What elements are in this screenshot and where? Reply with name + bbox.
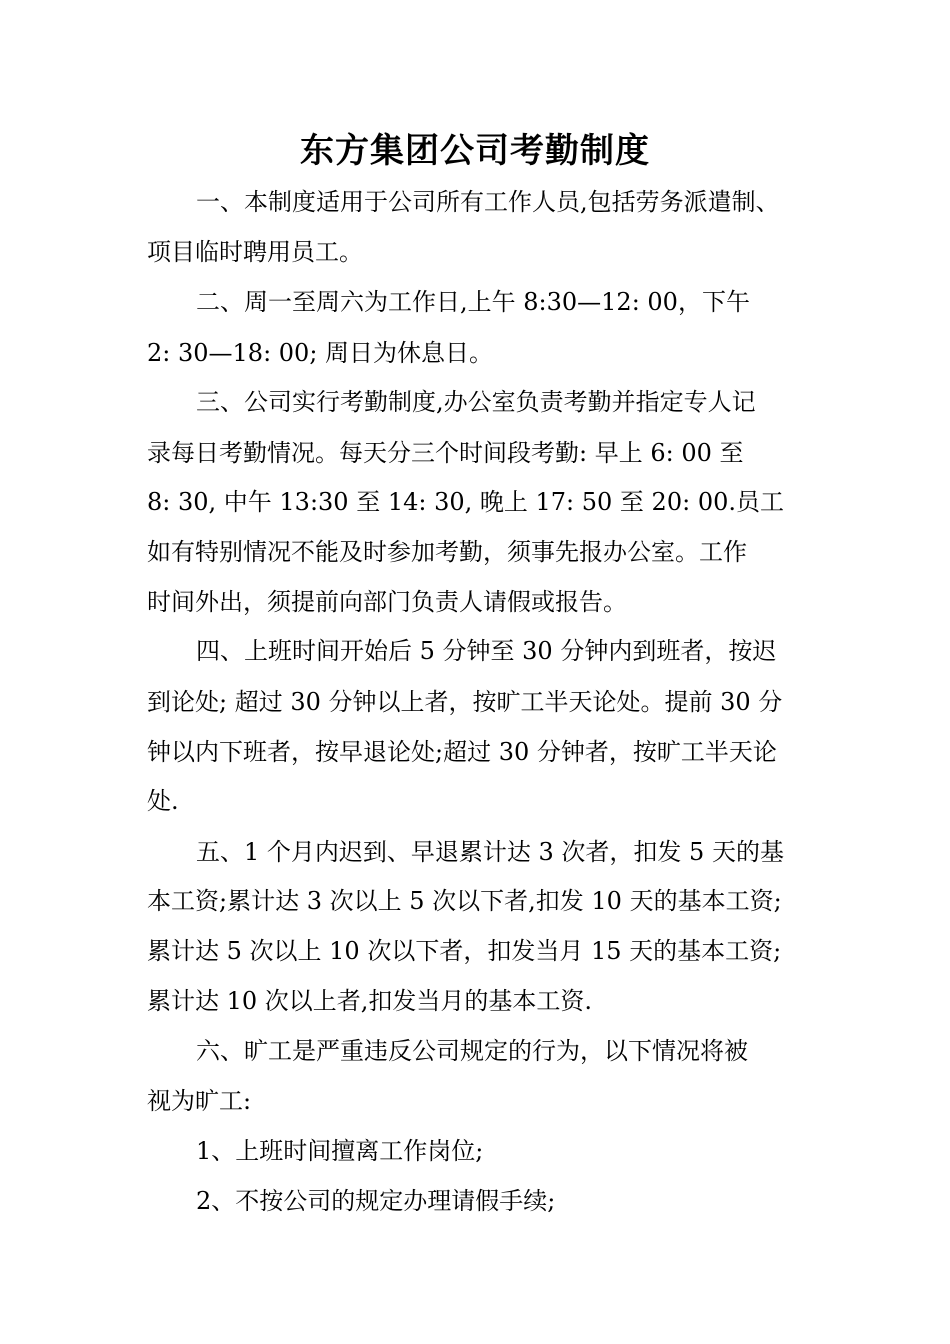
- paragraph-line: 累计达 5 次以上 10 次以下者，扣发当月 15 天的基本工资;: [147, 937, 782, 965]
- list-item-line: 1、上班时间擅离工作岗位;: [196, 1137, 484, 1165]
- paragraph-line: 钟以内下班者，按早退论处;超过 30 分钟者，按旷工半天论: [147, 738, 777, 766]
- paragraph-line: 四、上班时间开始后 5 分钟至 30 分钟内到班者，按迟: [196, 637, 777, 665]
- document-title: 东方集团公司考勤制度: [300, 131, 650, 171]
- paragraph-line: 累计达 10 次以上者,扣发当月的基本工资.: [147, 987, 593, 1015]
- paragraph-line: 六、旷工是严重违反公司规定的行为，以下情况将被: [196, 1037, 748, 1065]
- paragraph-line: 一、本制度适用于公司所有工作人员,包括劳务派遣制、: [196, 188, 780, 216]
- paragraph-line: 录每日考勤情况。每天分三个时间段考勤: 早上 6: 00 至: [147, 439, 744, 467]
- paragraph-line: 8: 30, 中午 13:30 至 14: 30, 晚上 17: 50 至 20: 00.员工: [147, 488, 784, 516]
- paragraph-line: 五、1 个月内迟到、早退累计达 3 次者，扣发 5 天的基: [196, 838, 784, 866]
- paragraph-line: 2: 30—18: 00; 周日为休息日。: [147, 339, 494, 367]
- paragraph-line: 到论处; 超过 30 分钟以上者，按旷工半天论处。提前 30 分: [147, 688, 783, 716]
- paragraph-line: 本工资;累计达 3 次以上 5 次以下者,扣发 10 天的基本工资;: [147, 887, 782, 915]
- paragraph-line: 二、周一至周六为工作日,上午 8:30—12: 00，下午: [196, 288, 750, 316]
- paragraph-line: 三、公司实行考勤制度,办公室负责考勤并指定专人记: [196, 388, 756, 416]
- list-item-line: 2、不按公司的规定办理请假手续;: [196, 1187, 556, 1215]
- paragraph-line: 时间外出，须提前向部门负责人请假或报告。: [147, 588, 627, 616]
- paragraph-line: 项目临时聘用员工。: [147, 238, 363, 266]
- paragraph-line: 处.: [147, 787, 179, 815]
- paragraph-line: 如有特别情况不能及时参加考勤，须事先报办公室。工作: [147, 538, 747, 566]
- paragraph-line: 视为旷工:: [147, 1087, 252, 1115]
